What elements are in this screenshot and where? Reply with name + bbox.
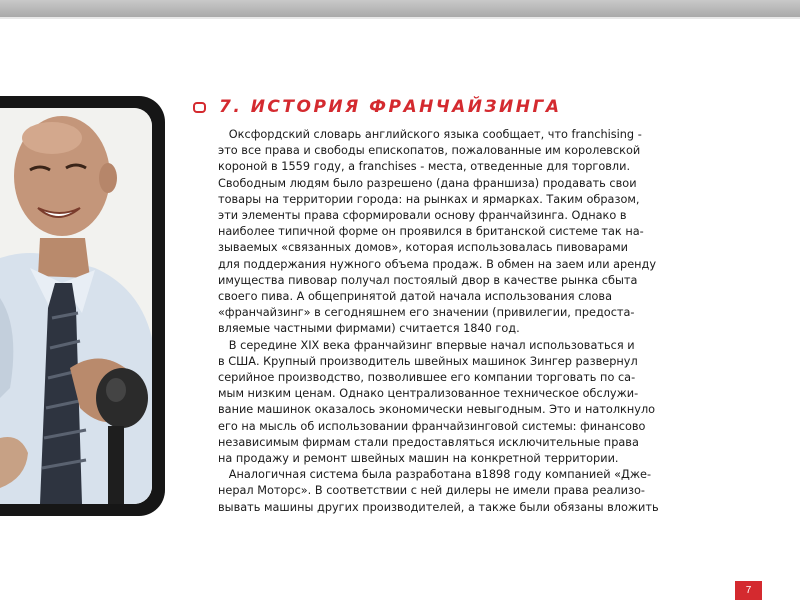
page-number: 7 [735,581,762,600]
body-line: независимым фирмам стали предоставляться исключительные права [218,435,639,449]
body-line: эти элементы права сформировали основу франчайзинга. Однако в [218,209,627,223]
body-line: Оксфордский словарь английского языка сообщает, что franchising - [218,128,642,141]
body-line: на продажу и ремонт швейных машин на конкретной территории. [218,452,619,466]
body-line: нерал Моторс». В соответствии с ней дилеры не имели права реализо- [218,484,645,498]
body-line: В середине XIX века франчайзинг впервые начал использоваться и [218,338,635,352]
body-line: товары на территории города: на рынках и ярмарках. Таким образом, [218,192,640,206]
body-line: короной в 1559 году, а franchises - места, отведенные для торговли. [218,160,631,174]
body-line: вание машинок оказалось экономически невыгодным. Это и натолкнуло [218,403,656,417]
top-bar-divider [0,17,800,19]
speaker-photo [0,108,152,504]
body-line: вывать машины других производителей, а также были обязаны вложить [218,500,659,514]
body-line: зываемых «связанных домов», которая использовалась пивоварами [218,241,628,255]
body-line: Аналогичная система была разработана в1898 году компанией «Дже- [218,468,652,482]
body-line: наиболее типичной форме он проявился в британской системе так на- [218,225,644,239]
body-line: своего пива. А общепринятой датой начала использования слова [218,290,613,304]
top-bar [0,0,800,17]
body-line: мым низким ценам. Однако централизованное техническое обслужи- [218,387,639,401]
rotated-rounded-rect-icon [193,101,206,114]
body-line: это все права и свободы епископатов, пожалованные им королевской [218,144,641,158]
section-heading: 7. ИСТОРИЯ ФРАНЧАЙЗИНГА [219,97,562,117]
body-line: в США. Крупный производитель швейных машинок Зингер развернул [218,354,638,368]
body-line: вляемые частными фирмами) считается 1840 год. [218,322,520,336]
body-line: «франчайзинг» в сегодняшнем его значении (привилегии, предоста- [218,306,635,320]
body-text [218,127,680,516]
body-line: его на мысль об использовании франчайзинговой системы: финансово [218,419,646,433]
body-line: имущества пивовар получал постоялый двор в качестве рынка сбыта [218,273,638,287]
body-line: серийное производство, позволившее его компании торговать по са- [218,371,636,385]
body-line: для поддержания нужного объема продаж. В обмен на заем или аренду [218,257,657,271]
body-line: Свободным людям было разрешено (дана франшиза) продавать свои [218,176,637,190]
